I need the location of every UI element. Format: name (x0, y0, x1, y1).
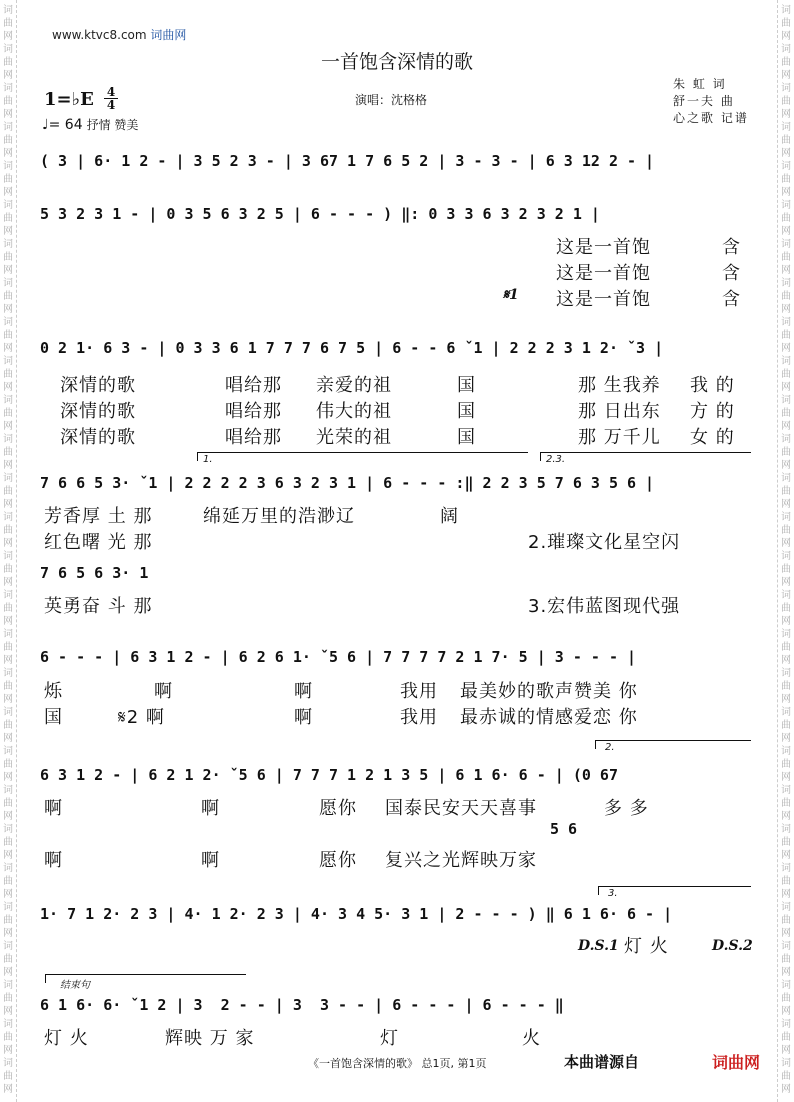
edge-watermark-char: 曲 (3, 369, 13, 380)
time-signature (104, 86, 118, 111)
edge-watermark-char: 词 (3, 122, 13, 133)
edge-watermark-char: 网 (781, 850, 791, 861)
lyric-sec6-l2-c: 愿你 (319, 850, 357, 871)
lyric-row3-c: 光荣的祖 (316, 427, 392, 448)
edge-watermark-char: 词 (3, 44, 13, 55)
lyric-sec8-c: 灯 (380, 1028, 399, 1049)
edge-watermark-char: 网 (3, 733, 13, 744)
edge-watermark-char: 曲 (3, 759, 13, 770)
segno-1-mark: 𝄋1 (503, 287, 519, 303)
edge-watermark-char: 网 (781, 226, 791, 237)
edge-watermark-char: 曲 (3, 96, 13, 107)
edge-watermark-char: 网 (3, 772, 13, 783)
lyric-sec5-l1-a: 烁 (44, 681, 63, 702)
edge-watermark-char: 曲 (3, 1071, 13, 1082)
edge-watermark-char: 网 (3, 1006, 13, 1017)
lyric-row2-b: 唱给那 (225, 401, 282, 422)
edge-watermark-char: 曲 (781, 759, 791, 770)
edge-watermark-char: 词 (781, 824, 791, 835)
edge-watermark-char: 词 (3, 980, 13, 991)
lyric-row2-f: 方 的 (690, 401, 735, 422)
edge-watermark-char: 词 (781, 200, 791, 211)
edge-watermark-char: 曲 (781, 408, 791, 419)
edge-watermark-char: 网 (781, 967, 791, 978)
edge-watermark-char: 词 (3, 902, 13, 913)
edge-watermark-char: 曲 (3, 18, 13, 29)
score-line-4: 7 6 6 5 3· ˇ1 | 2 2 2 2 3 6 3 2 3 1 | 6 - - - :‖ 2 2 3 5 7 6 3 5 6 | (40, 474, 655, 492)
edge-watermark-char: 曲 (781, 1071, 791, 1082)
edge-watermark-char: 网 (3, 538, 13, 549)
edge-watermark-char: 词 (781, 278, 791, 289)
edge-watermark-char: 网 (781, 616, 791, 627)
edge-watermark-char: 曲 (781, 681, 791, 692)
right-margin-strip (777, 0, 794, 1102)
edge-watermark-char: 网 (3, 304, 13, 315)
edge-watermark-char: 曲 (3, 993, 13, 1004)
lyric-row3-a: 深情的歌 (60, 427, 136, 448)
edge-watermark-char: 词 (781, 44, 791, 55)
edge-watermark-char: 曲 (781, 876, 791, 887)
edge-watermark-char: 曲 (3, 447, 13, 458)
edge-watermark-char: 词 (3, 941, 13, 952)
edge-watermark-char: 网 (781, 499, 791, 510)
edge-watermark-char: 网 (781, 1006, 791, 1017)
edge-watermark-char: 网 (3, 109, 13, 120)
edge-watermark-char: 曲 (781, 486, 791, 497)
lyric-row3-d: 国 (457, 427, 476, 448)
source-label: 本曲谱源自 (564, 1053, 640, 1071)
edge-watermark-char: 曲 (781, 603, 791, 614)
edge-watermark-char: 网 (3, 226, 13, 237)
edge-watermark-char: 词 (781, 902, 791, 913)
edge-watermark-char: 网 (3, 655, 13, 666)
lyric-sec4-l1-a: 芳香厚 土 那 (44, 506, 153, 527)
lyric-row1-e: 那 生我养 (578, 375, 661, 396)
edge-watermark-char: 网 (3, 811, 13, 822)
lyric-row2-a: 深情的歌 (60, 401, 136, 422)
edge-watermark-char: 网 (781, 928, 791, 939)
lyric-sec6-l1-e: 多 多 (604, 798, 649, 819)
edge-watermark-char: 曲 (781, 564, 791, 575)
edge-watermark-char: 词 (781, 512, 791, 523)
score-line-1: ( 3 | 6· 1 2 - | 3 5 2 3 - | 3 67 1 7 6 5 2 | 3 - 3 - | 6 3 12 2 - | (40, 152, 655, 170)
lyric-sec6-l2-d: 复兴之光辉映万家 (385, 850, 537, 871)
lyric-verse3-intro: 这是一首饱 (556, 289, 651, 310)
edge-watermark-char: 词 (3, 707, 13, 718)
edge-watermark-char: 曲 (781, 993, 791, 1004)
edge-watermark-char: 曲 (3, 57, 13, 68)
edge-watermark-char: 网 (3, 850, 13, 861)
edge-watermark-char: 词 (3, 83, 13, 94)
singer-credit: 演唱：沈格格 (355, 93, 428, 107)
edge-watermark-char: 曲 (781, 525, 791, 536)
edge-watermark-char: 曲 (781, 642, 791, 653)
lyric-sec6-l1-d: 国泰民安天天喜事 (385, 798, 537, 819)
edge-watermark-char: 曲 (3, 603, 13, 614)
edge-watermark-char: 网 (781, 538, 791, 549)
lyric-sec8-a: 灯 火 (44, 1028, 89, 1049)
lyric-sec4-l1-b: 绵延万里的浩渺辽 (203, 506, 355, 527)
edge-watermark-char: 曲 (3, 837, 13, 848)
edge-watermark-char: 曲 (781, 954, 791, 965)
edge-watermark-char: 曲 (3, 954, 13, 965)
brand-link[interactable]: 词曲网 (712, 1053, 761, 1072)
left-margin-strip (0, 0, 17, 1102)
edge-watermark-char: 词 (781, 395, 791, 406)
quarter-note-icon: ♩ (42, 117, 49, 133)
lyric-sec5-l2-c: 啊 (294, 707, 313, 728)
edge-watermark-char: 网 (781, 187, 791, 198)
edge-watermark-char: 网 (781, 70, 791, 81)
edge-watermark-char: 网 (781, 577, 791, 588)
volta-third-ending (598, 886, 751, 895)
page-info: 《一首饱含深情的歌》 总1页, 第1页 (308, 1057, 487, 1070)
lyric-verse3-han: 含 (722, 289, 741, 310)
edge-watermark-char: 词 (3, 434, 13, 445)
edge-watermark-char: 词 (3, 395, 13, 406)
edge-watermark-char: 网 (781, 304, 791, 315)
edge-watermark-char: 网 (3, 1084, 13, 1095)
volta-second-ending (595, 740, 751, 749)
edge-watermark-char: 词 (781, 551, 791, 562)
edge-watermark-char: 词 (781, 83, 791, 94)
lyric-row1-c: 亲爱的祖 (316, 375, 392, 396)
edge-watermark-char: 网 (781, 343, 791, 354)
score-line-2: 5 3 2 3 1 - | 0 3 5 6 3 2 5 | 6 - - - ) ‖: 0 3 3 6 3 2 3 2 1 | (40, 205, 600, 223)
time-signature-bottom: 4 (106, 98, 116, 112)
edge-watermark-char: 曲 (781, 135, 791, 146)
edge-watermark-char: 网 (3, 148, 13, 159)
transcriber-credit: 心之歌 记谱 (673, 111, 749, 125)
edge-watermark-char: 曲 (781, 915, 791, 926)
edge-watermark-char: 网 (3, 343, 13, 354)
edge-watermark-char: 网 (3, 31, 13, 42)
lyricist-credit: 朱 虹 词 (673, 77, 727, 91)
edge-watermark-char: 网 (781, 772, 791, 783)
edge-watermark-char: 网 (781, 382, 791, 393)
lyric-verse2-han: 含 (722, 263, 741, 284)
edge-watermark-char: 曲 (3, 1032, 13, 1043)
lyric-row3-f: 女 的 (690, 427, 735, 448)
tempo-bpm: = 64 (48, 117, 83, 133)
lyric-row1-d: 国 (457, 375, 476, 396)
score-line-8: 6 1 6· 6· ˇ1 2 | 3 2 - - | 3 3 - - | 6 - - - | 6 - - - ‖ (40, 996, 564, 1014)
lyric-verse2-intro: 这是一首饱 (556, 263, 651, 284)
edge-watermark-char: 网 (3, 616, 13, 627)
lyric-sec5-l2-e: 最赤诚的情感爱恋 你 (460, 707, 638, 728)
edge-watermark-char: 曲 (3, 135, 13, 146)
lyric-sec6-l1-b: 啊 (201, 798, 220, 819)
edge-watermark-char: 曲 (3, 408, 13, 419)
edge-watermark-char: 网 (3, 70, 13, 81)
edge-watermark-char: 词 (781, 317, 791, 328)
lyric-sec4-l3-b: 3.宏伟蓝图现代强 (528, 596, 681, 617)
score-line-7: 1· 7 1 2· 2 3 | 4· 1 2· 2 3 | 4· 3 4 5· 3 1 | 2 - - - ) ‖ 6 1 6· 6 - | (40, 905, 673, 923)
edge-watermark-char: 网 (781, 1084, 791, 1095)
edge-watermark-char: 词 (3, 161, 13, 172)
edge-watermark-char: 词 (3, 278, 13, 289)
lyric-row2-c: 伟大的祖 (316, 401, 392, 422)
edge-watermark-char: 网 (3, 694, 13, 705)
lyric-sec6-l1-a: 啊 (44, 798, 63, 819)
edge-watermark-char: 曲 (3, 642, 13, 653)
lyric-sec5-l1-b: 啊 (154, 681, 173, 702)
edge-watermark-char: 词 (781, 746, 791, 757)
edge-watermark-char: 曲 (781, 57, 791, 68)
edge-watermark-char: 词 (3, 317, 13, 328)
edge-watermark-char: 曲 (3, 564, 13, 575)
volta-third-label: 3. (608, 888, 618, 899)
edge-watermark-char: 词 (781, 1058, 791, 1069)
edge-watermark-char: 曲 (3, 330, 13, 341)
volta-second-third-label: 2.3. (546, 454, 566, 465)
site-name: 词曲网 (150, 28, 187, 42)
edge-watermark-char: 词 (781, 590, 791, 601)
edge-watermark-char: 曲 (3, 291, 13, 302)
lyric-row1-f: 我 的 (690, 375, 735, 396)
edge-watermark-char: 曲 (3, 252, 13, 263)
edge-watermark-char: 曲 (3, 876, 13, 887)
page-title: 一首饱含深情的歌 (320, 51, 473, 73)
edge-watermark-char: 词 (781, 785, 791, 796)
edge-watermark-char: 网 (3, 460, 13, 471)
edge-watermark-char: 词 (3, 785, 13, 796)
edge-watermark-char: 词 (3, 512, 13, 523)
lyric-sec5-l2-d: 我用 (400, 707, 438, 728)
edge-watermark-char: 曲 (781, 330, 791, 341)
edge-watermark-char: 网 (781, 733, 791, 744)
edge-watermark-char: 曲 (781, 447, 791, 458)
edge-watermark-char: 曲 (3, 915, 13, 926)
edge-watermark-char: 网 (781, 694, 791, 705)
edge-watermark-char: 曲 (3, 213, 13, 224)
edge-watermark-char: 网 (781, 265, 791, 276)
lyric-row3-b: 唱给那 (225, 427, 282, 448)
tempo-mood: 抒情 赞美 (86, 118, 139, 132)
edge-watermark-char: 词 (3, 863, 13, 874)
ending-label: 结束句 (60, 980, 90, 991)
site-url[interactable]: www.ktvc8.com 词曲网 (52, 28, 187, 42)
edge-watermark-char: 网 (3, 577, 13, 588)
lyric-verse1-intro: 这是一首饱 (556, 237, 651, 258)
edge-watermark-char: 网 (781, 811, 791, 822)
edge-watermark-char: 词 (781, 863, 791, 874)
edge-watermark-char: 词 (3, 200, 13, 211)
lyric-sec4-l2-b: 2.璀璨文化星空闪 (528, 532, 681, 553)
edge-watermark-char: 曲 (3, 525, 13, 536)
edge-watermark-char: 曲 (781, 1032, 791, 1043)
score-line-4b: 7 6 5 6 3· 1 (40, 564, 149, 582)
edge-watermark-char: 词 (3, 1019, 13, 1030)
edge-watermark-char: 词 (781, 668, 791, 679)
edge-watermark-char: 网 (3, 928, 13, 939)
volta-second-label: 2. (605, 742, 615, 753)
edge-watermark-char: 网 (781, 109, 791, 120)
lyric-sec5-l2-a: 国 (44, 707, 63, 728)
edge-watermark-char: 词 (3, 5, 13, 16)
volta-first-ending (197, 452, 528, 461)
edge-watermark-char: 网 (3, 499, 13, 510)
lyric-sec4-l3-a: 英勇奋 斗 那 (44, 596, 153, 617)
edge-watermark-char: 词 (781, 707, 791, 718)
edge-watermark-char: 词 (3, 590, 13, 601)
edge-watermark-char: 曲 (781, 720, 791, 731)
edge-watermark-char: 网 (781, 889, 791, 900)
edge-watermark-char: 词 (3, 239, 13, 250)
lyric-sec4-l1-c: 阔 (440, 506, 459, 527)
edge-watermark-char: 词 (781, 239, 791, 250)
lyric-row2-d: 国 (457, 401, 476, 422)
edge-watermark-char: 网 (781, 31, 791, 42)
edge-watermark-char: 词 (3, 629, 13, 640)
edge-watermark-char: 曲 (781, 213, 791, 224)
lyric-row1-a: 深情的歌 (60, 375, 136, 396)
lyric-sec5-l1-d: 我用 (400, 681, 438, 702)
edge-watermark-char: 词 (781, 980, 791, 991)
edge-watermark-char: 网 (3, 187, 13, 198)
edge-watermark-char: 词 (3, 746, 13, 757)
edge-watermark-char: 曲 (781, 252, 791, 263)
score-line-6b: 5 6 (550, 820, 578, 838)
lyric-row3-e: 那 万千儿 (578, 427, 661, 448)
tempo-marking (42, 116, 138, 133)
edge-watermark-char: 词 (3, 356, 13, 367)
lyric-sec4-l2-a: 红色曙 光 那 (44, 532, 153, 553)
volta-second-third-ending (540, 452, 751, 461)
edge-watermark-char: 词 (3, 551, 13, 562)
volta-first-label: 1. (203, 454, 213, 465)
edge-watermark-char: 词 (781, 5, 791, 16)
edge-watermark-char: 词 (781, 434, 791, 445)
edge-watermark-char: 词 (781, 941, 791, 952)
edge-watermark-char: 曲 (3, 486, 13, 497)
edge-watermark-char: 网 (781, 655, 791, 666)
ds1-mark: D.S.1 (578, 938, 619, 954)
edge-watermark-char: 曲 (781, 798, 791, 809)
edge-watermark-char: 词 (781, 356, 791, 367)
edge-watermark-char: 词 (3, 473, 13, 484)
time-signature-top: 4 (104, 86, 118, 99)
lyric-sec6-l2-b: 啊 (201, 850, 220, 871)
edge-watermark-char: 曲 (3, 681, 13, 692)
lyric-row2-e: 那 日出东 (578, 401, 661, 422)
score-line-6: 6 3 1 2 - | 6 2 1 2· ˇ5 6 | 7 7 7 1 2 1 3 5 | 6 1 6· 6 - | (0 67 (40, 766, 618, 784)
edge-watermark-char: 曲 (781, 96, 791, 107)
edge-watermark-char: 词 (3, 824, 13, 835)
edge-watermark-char: 词 (781, 473, 791, 484)
edge-watermark-char: 网 (3, 265, 13, 276)
edge-watermark-char: 曲 (781, 18, 791, 29)
lyric-sec5-l1-c: 啊 (294, 681, 313, 702)
score-line-5: 6 - - - | 6 3 1 2 - | 6 2 6 1· ˇ5 6 | 7 7 7 7 2 1 7· 5 | 3 - - - | (40, 648, 637, 666)
edge-watermark-char: 曲 (3, 798, 13, 809)
edge-watermark-char: 曲 (3, 720, 13, 731)
lyric-sec6-l2-a: 啊 (44, 850, 63, 871)
edge-watermark-char: 网 (781, 148, 791, 159)
edge-watermark-char: 曲 (781, 174, 791, 185)
edge-watermark-char: 网 (3, 1045, 13, 1056)
lyric-sec8-b: 辉映 万 家 (165, 1028, 255, 1049)
edge-watermark-char: 曲 (781, 837, 791, 848)
edge-watermark-char: 词 (781, 1019, 791, 1030)
edge-watermark-char: 网 (3, 421, 13, 432)
edge-watermark-char: 网 (781, 460, 791, 471)
lyric-verse1-han: 含 (722, 237, 741, 258)
edge-watermark-char: 词 (3, 1058, 13, 1069)
lyric-sec7: 灯 火 (624, 936, 669, 957)
lyric-sec5-l2-b: 𝄋2 啊 (118, 707, 165, 728)
score-line-3: 0 2 1· 6 3 - | 0 3 3 6 1 7 7 7 6 7 5 | 6 - - 6 ˇ1 | 2 2 2 3 1 2· ˇ3 | (40, 339, 664, 357)
lyric-sec6-l1-c: 愿你 (319, 798, 357, 819)
lyric-sec8-d: 火 (522, 1028, 541, 1049)
edge-watermark-char: 词 (781, 161, 791, 172)
edge-watermark-char: 网 (781, 421, 791, 432)
edge-watermark-char: 曲 (781, 291, 791, 302)
edge-watermark-char: 网 (781, 1045, 791, 1056)
edge-watermark-char: 网 (3, 889, 13, 900)
lyric-sec5-l1-e: 最美妙的歌声赞美 你 (460, 681, 638, 702)
composer-credit: 舒一夫 曲 (673, 94, 735, 108)
ds2-mark: D.S.2 (712, 938, 753, 954)
lyric-row1-b: 唱给那 (225, 375, 282, 396)
edge-watermark-char: 网 (3, 967, 13, 978)
edge-watermark-char: 曲 (781, 369, 791, 380)
edge-watermark-char: 曲 (3, 174, 13, 185)
edge-watermark-char: 词 (3, 668, 13, 679)
key-signature: 1=♭E (44, 89, 94, 110)
edge-watermark-char: 词 (781, 629, 791, 640)
edge-watermark-char: 词 (781, 122, 791, 133)
edge-watermark-char: 网 (3, 382, 13, 393)
